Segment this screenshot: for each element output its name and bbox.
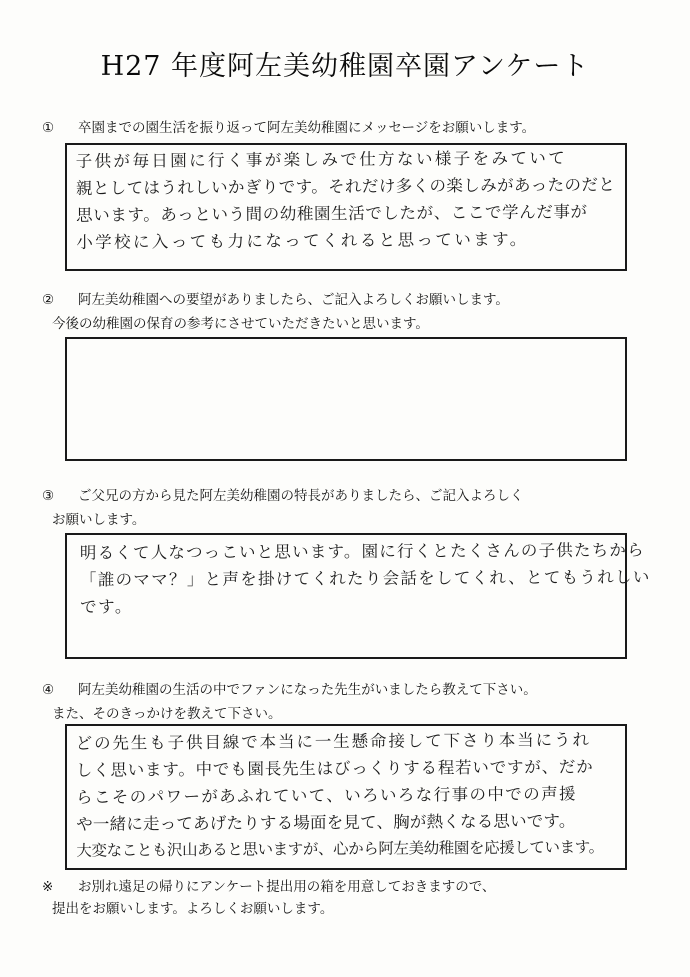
answer-1-line: 子供が毎日園に行く事が楽しみで仕方ない様子をみていて	[75, 148, 568, 171]
question-2-number: ②	[42, 292, 55, 308]
answer-box-2	[65, 337, 627, 461]
answer-4-line: 大変なことも沢山あると思いますが、心から阿左美幼稚園を応援しています。	[76, 838, 604, 860]
answer-1-line: 小学校に入っても力になってくれると思っています。	[76, 229, 529, 252]
answer-4-line: や一緒に走ってあげたりする場面を見て、胸が熱くなる思いです。	[76, 811, 576, 834]
answer-1-line: 思います。あっという間の幼稚園生活でしたが、ここで学んだ事が	[76, 202, 588, 225]
answer-3-line: 「誰のママ？」と声を掛けてくれたり会話をしてくれ、とてもうれしい	[79, 567, 651, 590]
question-2-text-line2: 今後の幼稚園の保育の参考にさせていただきたいと思います。	[52, 316, 429, 332]
question-1-text: 卒園までの園生活を振り返って阿左美幼稚園にメッセージをお願いします。	[78, 120, 536, 136]
footer-line-1: お別れ遠足の帰りにアンケート提出用の箱を用意しておきますので、	[78, 879, 496, 895]
question-3	[42, 484, 524, 532]
question-2	[42, 288, 509, 336]
answer-3-line: 明るくて人なつっこいと思います。園に行くとたくさんの子供たちから	[79, 540, 645, 563]
question-3-number: ③	[42, 488, 55, 504]
question-1	[42, 116, 535, 140]
question-4-text: 阿左美幼稚園の生活の中でファンになった先生がいましたら教えて下さい。	[78, 682, 537, 698]
answer-3-text	[80, 537, 651, 621]
answer-1-line: 親としてはうれしいかぎりです。それだけ多くの楽しみがあったのだと	[75, 175, 616, 198]
footer-note	[42, 876, 495, 920]
answer-4-line: らこそのパワーがあふれていて、いろいろな行事の中での声援	[75, 784, 577, 807]
question-3-text-line2: お願いします。	[52, 512, 146, 528]
question-4-text-line2: また、そのきっかけを教えて下さい。	[52, 706, 282, 722]
footer-line-2: 提出をお願いします。よろしくお願いします。	[52, 901, 334, 917]
page-title: H27 年度阿左美幼稚園卒園アンケート	[100, 51, 590, 82]
answer-4-text	[76, 726, 604, 865]
footer-mark: ※	[42, 879, 54, 895]
question-4-number: ④	[42, 682, 55, 698]
answer-4-line: どの先生も子供目線で本当に一生懸命接して下さり本当にうれ	[75, 730, 591, 753]
question-4	[42, 678, 537, 726]
answer-4-line: しく思います。中でも園長先生はびっくりする程若いですが、だか	[75, 757, 594, 780]
question-3-text: ご父兄の方から見た阿左美幼稚園の特長がありましたら、ご記入よろしく	[78, 488, 524, 504]
answer-1-text	[76, 144, 616, 256]
answer-3-line: です。	[80, 597, 133, 617]
question-2-text: 阿左美幼稚園への要望がありましたら、ご記入よろしくお願いします。	[78, 292, 509, 308]
question-1-number: ①	[42, 120, 55, 136]
